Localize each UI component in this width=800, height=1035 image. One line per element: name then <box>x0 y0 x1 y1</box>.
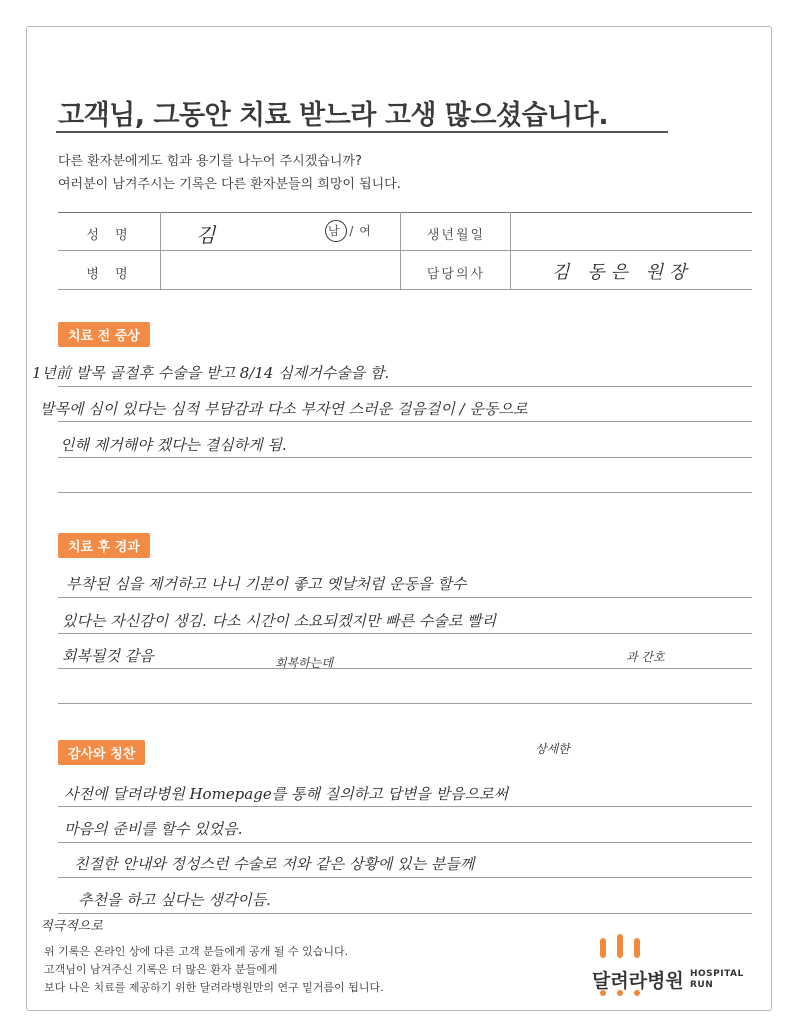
gender-separator: / <box>349 224 354 238</box>
footer-line-3: 보다 나은 치료를 제공하기 위한 달려라병원만의 연구 밑거름이 됩니다. <box>44 981 384 994</box>
doctor-value[interactable]: 김 동은 원장 <box>552 262 693 283</box>
doctor-label: 담당의사 <box>426 267 486 282</box>
before-text-line-2[interactable]: 발목에 심이 있다는 심적 부담감과 다소 부자연 스러운 걸음걸이 / 운동으로 <box>40 400 528 418</box>
thanks-text-line-2[interactable]: 마음의 준비를 할수 있었음. <box>64 820 243 838</box>
after-text-line-3[interactable]: 회복될것 같음 <box>62 647 154 665</box>
intro-line-2: 여러분이 남겨주시는 기록은 다른 환자분들의 희망이 됩니다. <box>58 177 401 192</box>
thanks-insert-kind[interactable]: 상세한 <box>535 742 570 756</box>
hospital-logo-text: 달려라병원 <box>592 970 684 992</box>
thanks-text-line-3[interactable]: 친절한 안내와 정성스런 수술로 저와 같은 상황에 있는 분들께 <box>74 855 475 873</box>
hospital-logo-sub-1: HOSPITAL <box>690 969 744 979</box>
section-label-thanks: 감사와 칭찬 <box>58 740 145 765</box>
thanks-text-line-1[interactable]: 사전에 달려라병원 Homepage를 통해 질의하고 답변을 받음으로써 <box>64 785 509 803</box>
thanks-text-line-4[interactable]: 추천을 하고 싶다는 생각이듬. <box>78 891 271 909</box>
footer-line-1: 위 기록은 온라인 상에 다른 고객 분들에게 공개 될 수 있습니다. <box>44 945 349 958</box>
section-label-before: 치료 전 증상 <box>58 322 150 347</box>
gender-female[interactable]: 여 <box>359 224 371 238</box>
page-title: 고객님, 그동안 치료 받느라 고생 많으셨습니다. <box>58 100 609 131</box>
before-text-line-3[interactable]: 인해 제거해야 겠다는 결심하게 됨. <box>60 436 287 454</box>
name-value[interactable]: 김 <box>196 223 216 247</box>
hospital-logo-sub-2: RUN <box>690 980 714 990</box>
thanks-insert-active[interactable]: 적극적으로 <box>40 919 103 934</box>
gender-options[interactable] <box>328 222 371 239</box>
after-text-line-2[interactable]: 있다는 자신감이 생김. 다소 시간이 소요되겠지만 빠른 수술로 빨리 <box>62 612 497 630</box>
title-underline <box>56 131 668 133</box>
before-text-line-1[interactable]: 1년前 발목 골절후 수술을 받고 8/14 심제거수술을 함. <box>32 364 390 382</box>
birth-label: 생년월일 <box>426 228 486 243</box>
intro-line-1: 다른 환자분에게도 힘과 용기를 나누어 주시겠습니까? <box>58 154 362 169</box>
section-label-after: 치료 후 경과 <box>58 533 150 558</box>
name-label: 성 명 <box>86 228 134 243</box>
disease-label: 병 명 <box>86 267 134 282</box>
footer-line-2: 고객님이 남겨주신 기록은 더 많은 환자 분들에게 <box>44 963 278 976</box>
after-insert-recovery[interactable]: 회복하는데 <box>275 656 333 670</box>
after-insert-time[interactable]: 과 간호 <box>626 650 665 664</box>
gender-male[interactable]: 남 <box>328 224 340 238</box>
after-text-line-1[interactable]: 부착된 심을 제거하고 나니 기분이 좋고 옛날처럼 운동을 할수 <box>66 575 467 593</box>
